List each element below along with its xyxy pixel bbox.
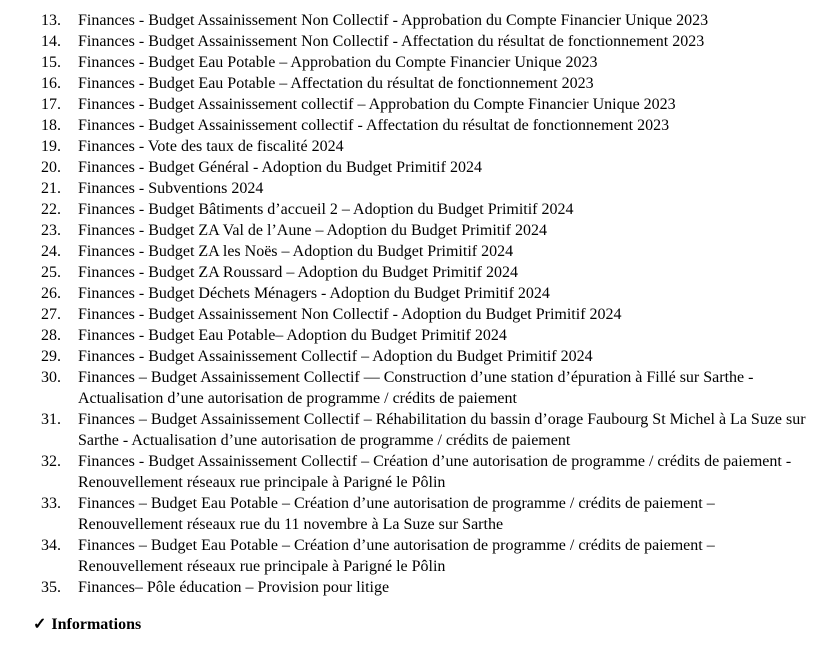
list-item [41, 451, 810, 493]
list-item [41, 283, 810, 304]
item-number: 26. [41, 285, 61, 302]
list-item [41, 304, 810, 325]
item-text: Finances - Budget Bâtiments d’accueil 2 – Adoption du Budget Primitif 2024 [78, 201, 574, 218]
list-item [41, 136, 810, 157]
item-text: Finances - Budget Assainissement collectif - Affectation du résultat de fonctionnement 2023 [78, 117, 670, 134]
list-item [41, 535, 810, 577]
item-text: Finances - Budget ZA Val de l’Aune – Adoption du Budget Primitif 2024 [78, 222, 547, 239]
item-text: Finances - Budget Assainissement Non Collectif - Affectation du résultat de fonctionnement 2023 [78, 33, 705, 50]
item-text: Finances - Budget Eau Potable – Approbation du Compte Financier Unique 2023 [78, 54, 598, 71]
informations-heading [33, 614, 810, 635]
item-number: 21. [41, 180, 61, 197]
list-item [41, 493, 810, 535]
item-text: Finances – Budget Assainissement Collectif – Réhabilitation du bassin d’orage Faubourg St Michel à La Suze sur Sarthe - Actualisation d’une autorisation de programme / crédits de paiement [78, 411, 806, 449]
list-item [41, 367, 810, 409]
list-item [41, 241, 810, 262]
item-number: 16. [41, 75, 61, 92]
item-text: Finances - Budget ZA les Noës – Adoption du Budget Primitif 2024 [78, 243, 514, 260]
item-text: Finances - Budget Assainissement Non Collectif - Approbation du Compte Financier Unique 2023 [78, 12, 709, 29]
item-text: Finances – Budget Assainissement Collectif — Construction d’une station d’épuration à Fillé sur Sarthe - Actualisation d’une autorisation de programme / crédits de paiement [78, 369, 754, 407]
item-number: 15. [41, 54, 61, 71]
informations-label: Informations [51, 616, 142, 633]
item-text: Finances - Budget Assainissement collectif – Approbation du Compte Financier Unique 2023 [78, 96, 676, 113]
list-item [41, 346, 810, 367]
item-text: Finances - Budget Eau Potable– Adoption du Budget Primitif 2024 [78, 327, 507, 344]
item-text: Finances - Budget Général - Adoption du Budget Primitif 2024 [78, 159, 482, 176]
list-item [41, 115, 810, 136]
item-number: 28. [41, 327, 61, 344]
item-text: Finances - Budget Assainissement Non Collectif - Adoption du Budget Primitif 2024 [78, 306, 622, 323]
item-number: 22. [41, 201, 61, 218]
item-number: 27. [41, 306, 61, 323]
item-number: 33. [41, 495, 61, 512]
item-number: 24. [41, 243, 61, 260]
check-icon: ✓ [33, 616, 47, 633]
item-number: 19. [41, 138, 61, 155]
item-text: Finances - Subventions 2024 [78, 180, 264, 197]
item-text: Finances - Budget Eau Potable – Affectation du résultat de fonctionnement 2023 [78, 75, 594, 92]
item-number: 34. [41, 537, 61, 554]
item-text: Finances– Pôle éducation – Provision pour litige [78, 579, 390, 596]
list-item [41, 73, 810, 94]
list-item [41, 262, 810, 283]
list-item [41, 157, 810, 178]
item-number: 18. [41, 117, 61, 134]
item-number: 25. [41, 264, 61, 281]
item-text: Finances – Budget Eau Potable – Création d’une autorisation de programme / crédits de paiement – Renouvellement réseaux rue principale à Parigné le Pôlin [78, 537, 715, 575]
item-number: 23. [41, 222, 61, 239]
list-item [41, 10, 810, 31]
list-item [41, 577, 810, 598]
item-text: Finances - Budget Assainissement Collectif – Création d’une autorisation de programme / crédits de paiement - Renouvellement réseaux rue principale à Parigné le Pôlin [78, 453, 792, 491]
item-text: Finances - Budget Déchets Ménagers - Adoption du Budget Primitif 2024 [78, 285, 550, 302]
list-item [41, 31, 810, 52]
list-item [41, 94, 810, 115]
item-number: 31. [41, 411, 61, 428]
item-number: 13. [41, 12, 61, 29]
item-text: Finances - Budget ZA Roussard – Adoption du Budget Primitif 2024 [78, 264, 518, 281]
item-number: 32. [41, 453, 61, 470]
item-number: 20. [41, 159, 61, 176]
item-text: Finances - Vote des taux de fiscalité 2024 [78, 138, 344, 155]
item-number: 17. [41, 96, 61, 113]
list-item [41, 199, 810, 220]
list-item [41, 178, 810, 199]
item-number: 35. [41, 579, 61, 596]
list-item [41, 220, 810, 241]
agenda-list [41, 10, 810, 598]
list-item [41, 409, 810, 451]
list-item [41, 52, 810, 73]
list-item [41, 325, 810, 346]
item-number: 30. [41, 369, 61, 386]
item-text: Finances – Budget Eau Potable – Création d’une autorisation de programme / crédits de paiement – Renouvellement réseaux rue du 11 novembre à La Suze sur Sarthe [78, 495, 715, 533]
item-number: 29. [41, 348, 61, 365]
item-text: Finances - Budget Assainissement Collectif – Adoption du Budget Primitif 2024 [78, 348, 593, 365]
item-number: 14. [41, 33, 61, 50]
